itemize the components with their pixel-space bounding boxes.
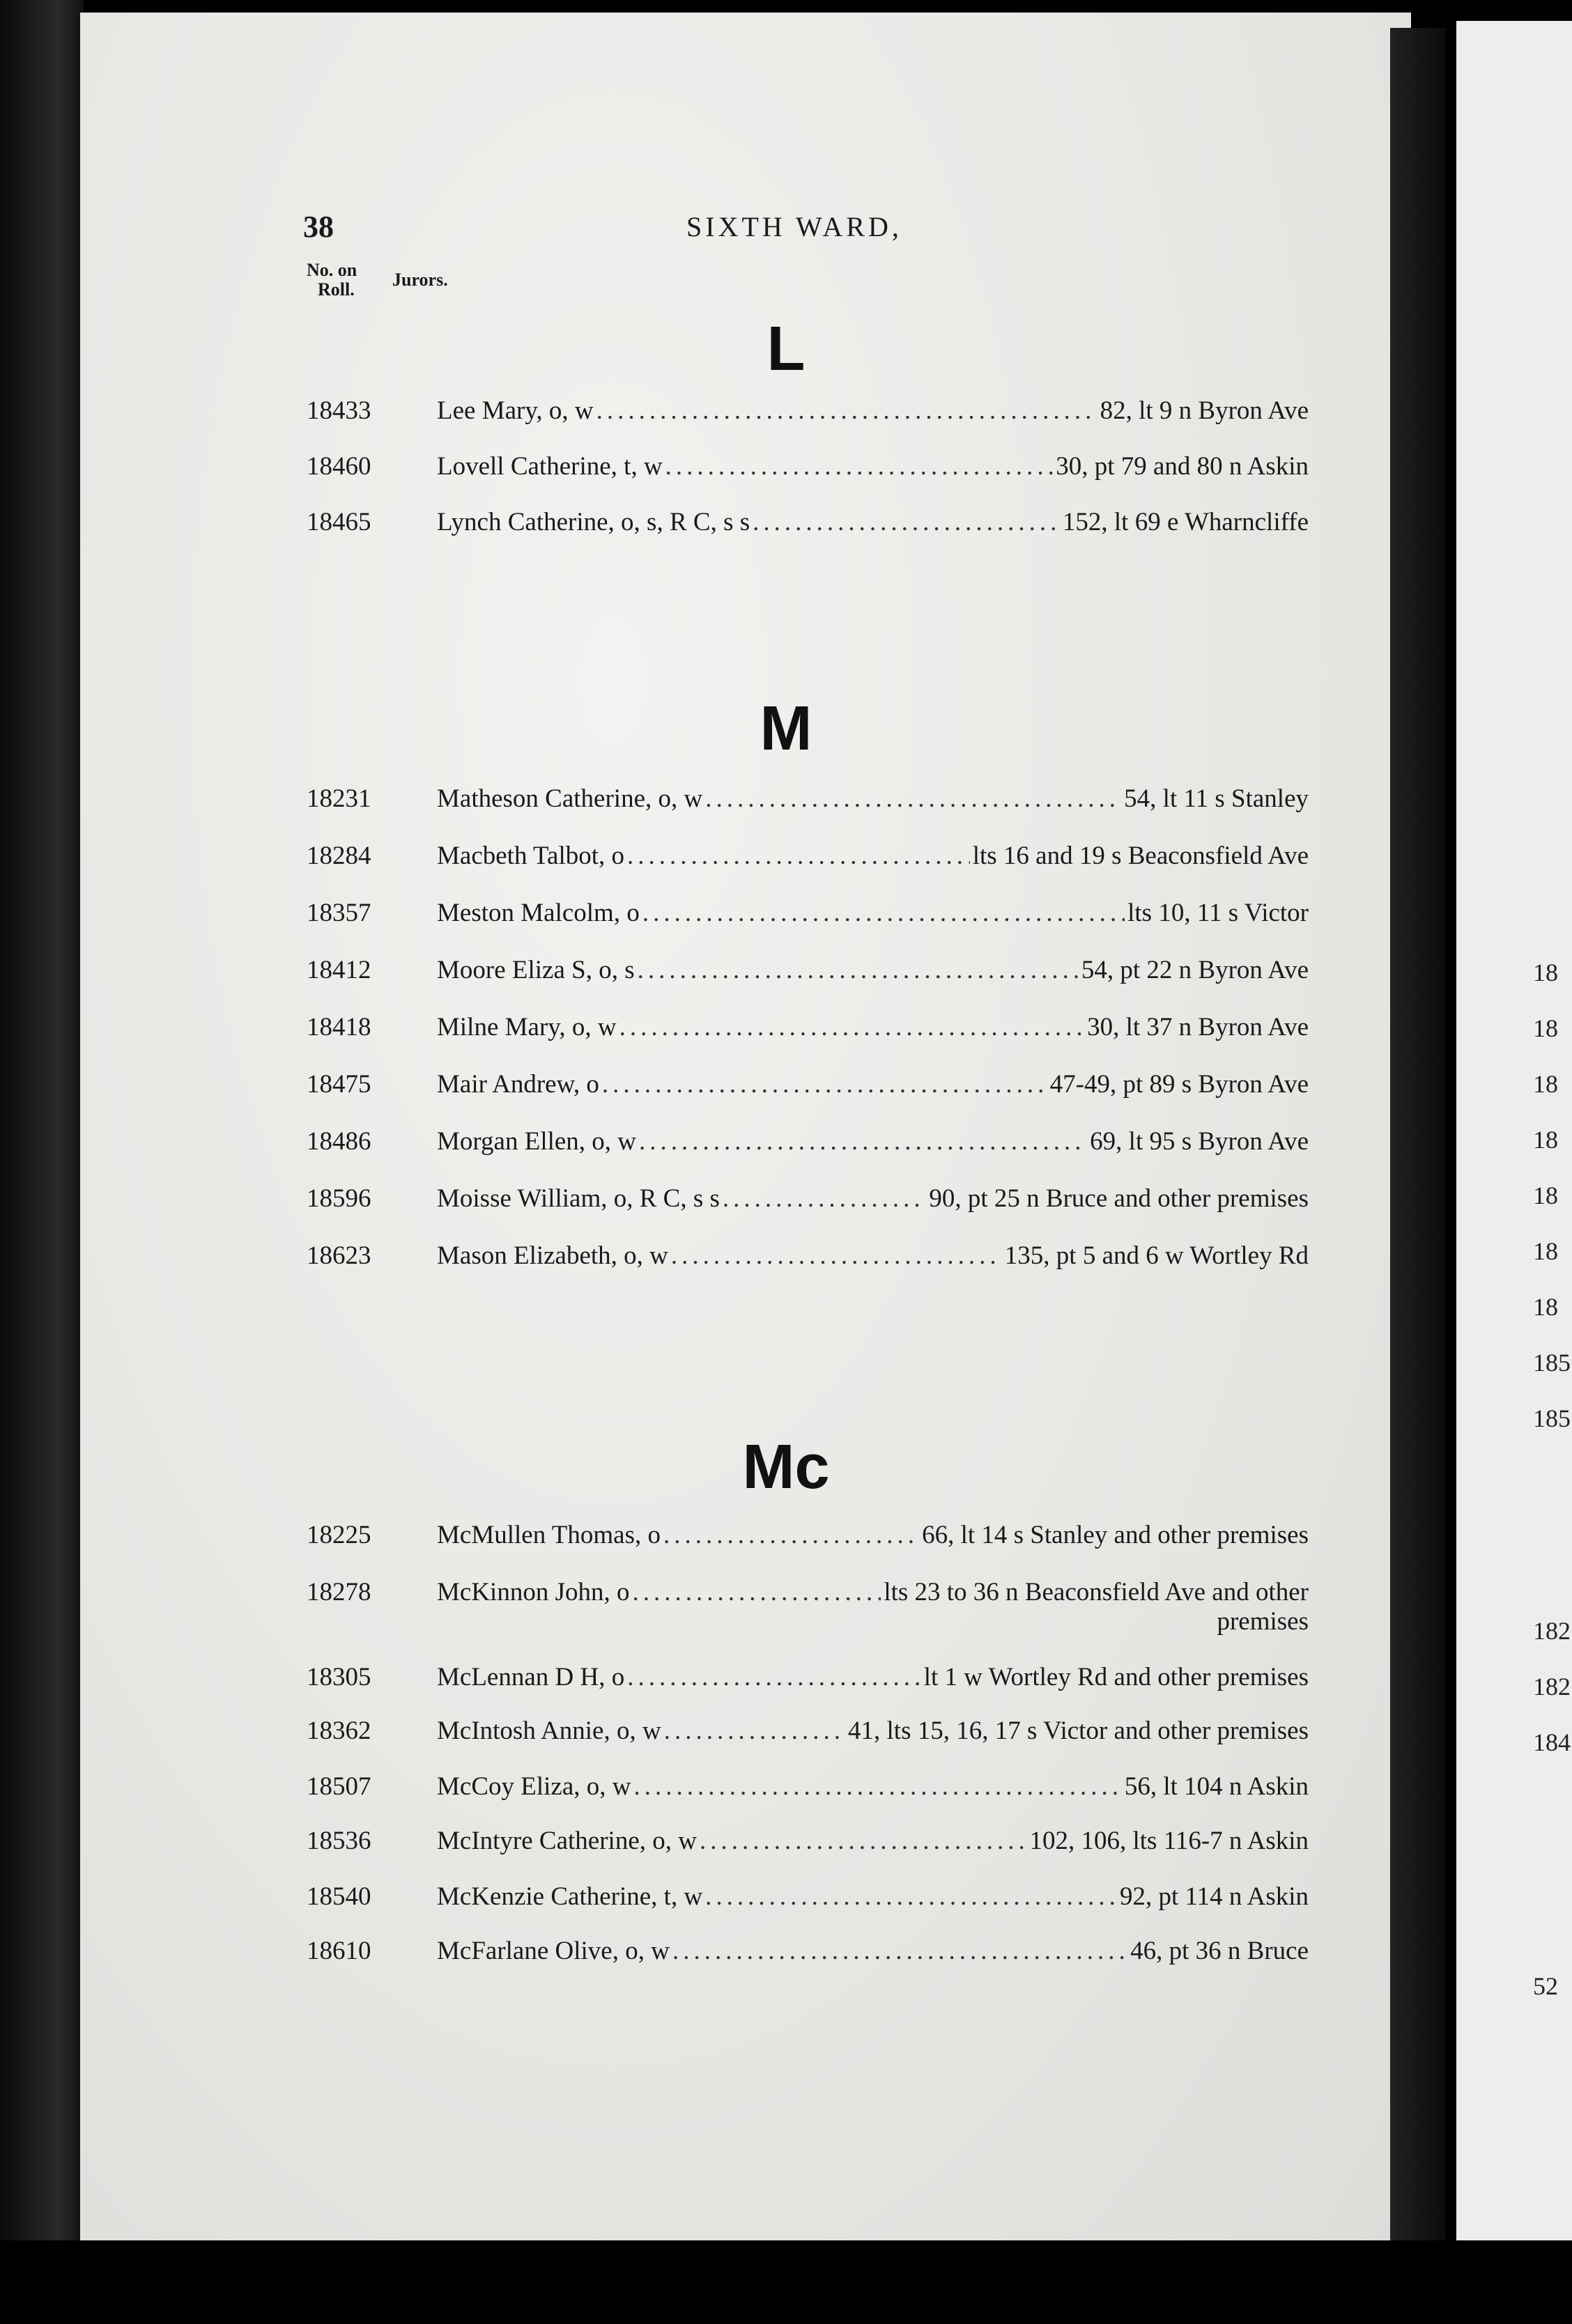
property-description: 30, lt 37 n Byron Ave [1087,1013,1309,1041]
dot-leader [632,1577,881,1608]
juror-entry [307,1882,1309,1922]
running-head: SIXTH WARD, [686,211,902,242]
dot-leader [627,1662,921,1693]
adjacent-page-fragment: 182 [1533,1673,1571,1701]
entry-line [437,841,1309,872]
roll-number: 18362 [307,1717,371,1745]
juror-name: McIntosh Annie, o, w [437,1717,661,1745]
property-description: 102, 106, lts 116-7 n Askin [1029,1827,1309,1855]
page-number: 38 [303,210,334,244]
juror-name: Meston Malcolm, o [437,899,640,927]
juror-entry [307,1826,1309,1866]
juror-entry [307,1520,1309,1560]
juror-entry [307,451,1309,492]
juror-entry [307,1184,1309,1224]
dot-leader [753,507,1060,538]
roll-number: 18278 [307,1578,371,1606]
juror-entry [307,1069,1309,1110]
roll-number: 18357 [307,899,371,927]
roll-number: 18623 [307,1241,371,1270]
entry-line [437,396,1309,426]
juror-name: Moisse William, o, R C, s s [437,1184,720,1213]
juror-name: McLennan D H, o [437,1663,625,1691]
property-description: lts 16 and 19 s Beaconsfield Ave [972,842,1309,870]
juror-entry [307,955,1309,996]
property-description: lts 10, 11 s Victor [1127,899,1309,927]
juror-entry [307,396,1309,436]
entry-line [437,784,1309,814]
section-letter: L [766,314,806,384]
dot-leader [627,841,970,872]
juror-name: Lee Mary, o, w [437,396,594,425]
entry-line [437,1126,1309,1157]
entry-line [437,898,1309,929]
adjacent-page-fragment: 185 [1533,1349,1571,1377]
property-description: 47-49, pt 89 s Byron Ave [1049,1070,1309,1099]
roll-number: 18610 [307,1937,371,1965]
section-letter: M [760,694,812,764]
property-description: 56, lt 104 n Askin [1124,1772,1309,1801]
dot-leader [638,955,1079,986]
dot-leader [639,1126,1087,1157]
adjacent-page-fragment: 18 [1533,1182,1558,1209]
dot-leader [672,1936,1127,1967]
adjacent-page-fragment: 18 [1533,959,1558,986]
adjacent-page-fragment: 18 [1533,1237,1558,1265]
dot-leader [596,396,1097,426]
property-description: lt 1 w Wortley Rd and other premises [923,1663,1309,1691]
entry-line [437,1662,1309,1693]
entry-line [437,1772,1309,1802]
dot-leader [642,898,1125,929]
property-description: 46, pt 36 n Bruce [1130,1937,1309,1965]
property-description: 90, pt 25 n Bruce and other premises [929,1184,1309,1213]
entry-line [437,1241,1309,1271]
dot-leader [700,1826,1027,1857]
juror-entry [307,784,1309,824]
adjacent-page-fragment: 182 [1533,1617,1571,1645]
property-description: 135, pt 5 and 6 w Wortley Rd [1004,1241,1309,1270]
adjacent-page-fragment: 18 [1533,1070,1558,1098]
juror-entry [307,1716,1309,1756]
property-description: 152, lt 69 e Wharncliffe [1062,508,1309,536]
roll-number: 18465 [307,508,371,536]
entry-line [437,1936,1309,1967]
juror-name: Milne Mary, o, w [437,1013,617,1041]
entry-line [437,1826,1309,1857]
juror-name: McMullen Thomas, o [437,1521,661,1549]
dot-leader [705,1882,1117,1912]
adjacent-page-fragment: 184 [1533,1728,1571,1756]
juror-entry [307,1662,1309,1703]
juror-name: Mason Elizabeth, o, w [437,1241,668,1270]
dot-leader [633,1772,1121,1802]
roll-number: 18507 [307,1772,371,1801]
dot-leader [723,1184,927,1214]
section-letter: Mc [742,1432,830,1502]
roll-number: 18225 [307,1521,371,1549]
juror-name: McIntyre Catherine, o, w [437,1827,697,1855]
juror-name: Moore Eliza S, o, s [437,956,635,984]
property-description: 54, lt 11 s Stanley [1124,784,1309,813]
property-description: 92, pt 114 n Askin [1119,1882,1309,1911]
juror-name: Mair Andrew, o [437,1070,599,1099]
juror-entry [307,1126,1309,1167]
adjacent-page-fragment: 18 [1533,1293,1558,1321]
juror-name: Macbeth Talbot, o [437,842,625,870]
column-header-jurors: Jurors. [392,270,448,290]
roll-number: 18540 [307,1882,371,1911]
roll-number: 18412 [307,956,371,984]
column-header-roll-line-2: Roll. [318,279,355,300]
juror-entry [307,507,1309,548]
roll-number: 18418 [307,1013,371,1041]
entry-line [437,1184,1309,1214]
dot-leader [705,784,1121,814]
property-continuation: premises [1217,1607,1309,1636]
scan-bottom-border [0,2240,1572,2324]
adjacent-page-fragment: 18 [1533,1014,1558,1042]
entry-line [437,451,1309,482]
adjacent-page-fragment: 185 [1533,1404,1571,1432]
entry-line [437,1716,1309,1746]
roll-number: 18460 [307,452,371,481]
entry-line [437,507,1309,538]
adjacent-page-fragment: 18 [1533,1126,1558,1154]
roll-number: 18536 [307,1827,371,1855]
property-description: 41, lts 15, 16, 17 s Victor and other premises [848,1717,1309,1745]
juror-entry [307,1577,1309,1636]
column-header-roll [307,261,357,300]
dot-leader [671,1241,1002,1271]
juror-entry [307,841,1309,881]
dot-leader [664,1716,845,1746]
juror-name: Lovell Catherine, t, w [437,452,663,481]
juror-name: Matheson Catherine, o, w [437,784,703,813]
property-description: 82, lt 9 n Byron Ave [1100,396,1309,425]
roll-number: 18596 [307,1184,371,1213]
entry-line [437,1520,1309,1551]
juror-name: McFarlane Olive, o, w [437,1937,670,1965]
property-description: 54, pt 22 n Byron Ave [1081,956,1309,984]
juror-entry [307,1772,1309,1812]
adjacent-page-fragment: 52 [1533,1972,1558,2000]
property-description: lts 23 to 36 n Beaconsfield Ave and other [884,1578,1309,1606]
column-header-roll-line-1: No. on [307,260,357,280]
dot-leader [602,1069,1047,1100]
property-description: 69, lt 95 s Byron Ave [1090,1127,1309,1156]
juror-entry [307,1241,1309,1281]
juror-entry [307,898,1309,938]
juror-entry [307,1012,1309,1053]
roll-number: 18231 [307,784,371,813]
juror-name: McCoy Eliza, o, w [437,1772,631,1801]
juror-name: Lynch Catherine, o, s, R C, s s [437,508,750,536]
roll-number: 18305 [307,1663,371,1691]
dot-leader [619,1012,1084,1043]
dot-leader [665,451,1054,482]
entry-line [437,1069,1309,1100]
juror-entry [307,1936,1309,1976]
entry-line [437,1012,1309,1043]
dot-leader [663,1520,919,1551]
juror-name: McKenzie Catherine, t, w [437,1882,703,1911]
entry-line [437,1577,1309,1608]
roll-number: 18486 [307,1127,371,1156]
juror-name: Morgan Ellen, o, w [437,1127,637,1156]
juror-name: McKinnon John, o [437,1578,630,1606]
property-description: 30, pt 79 and 80 n Askin [1056,452,1309,481]
entry-line [437,1882,1309,1912]
roll-number: 18284 [307,842,371,870]
entry-line [437,955,1309,986]
roll-number: 18433 [307,396,371,425]
roll-number: 18475 [307,1070,371,1099]
property-description: 66, lt 14 s Stanley and other premises [922,1521,1309,1549]
